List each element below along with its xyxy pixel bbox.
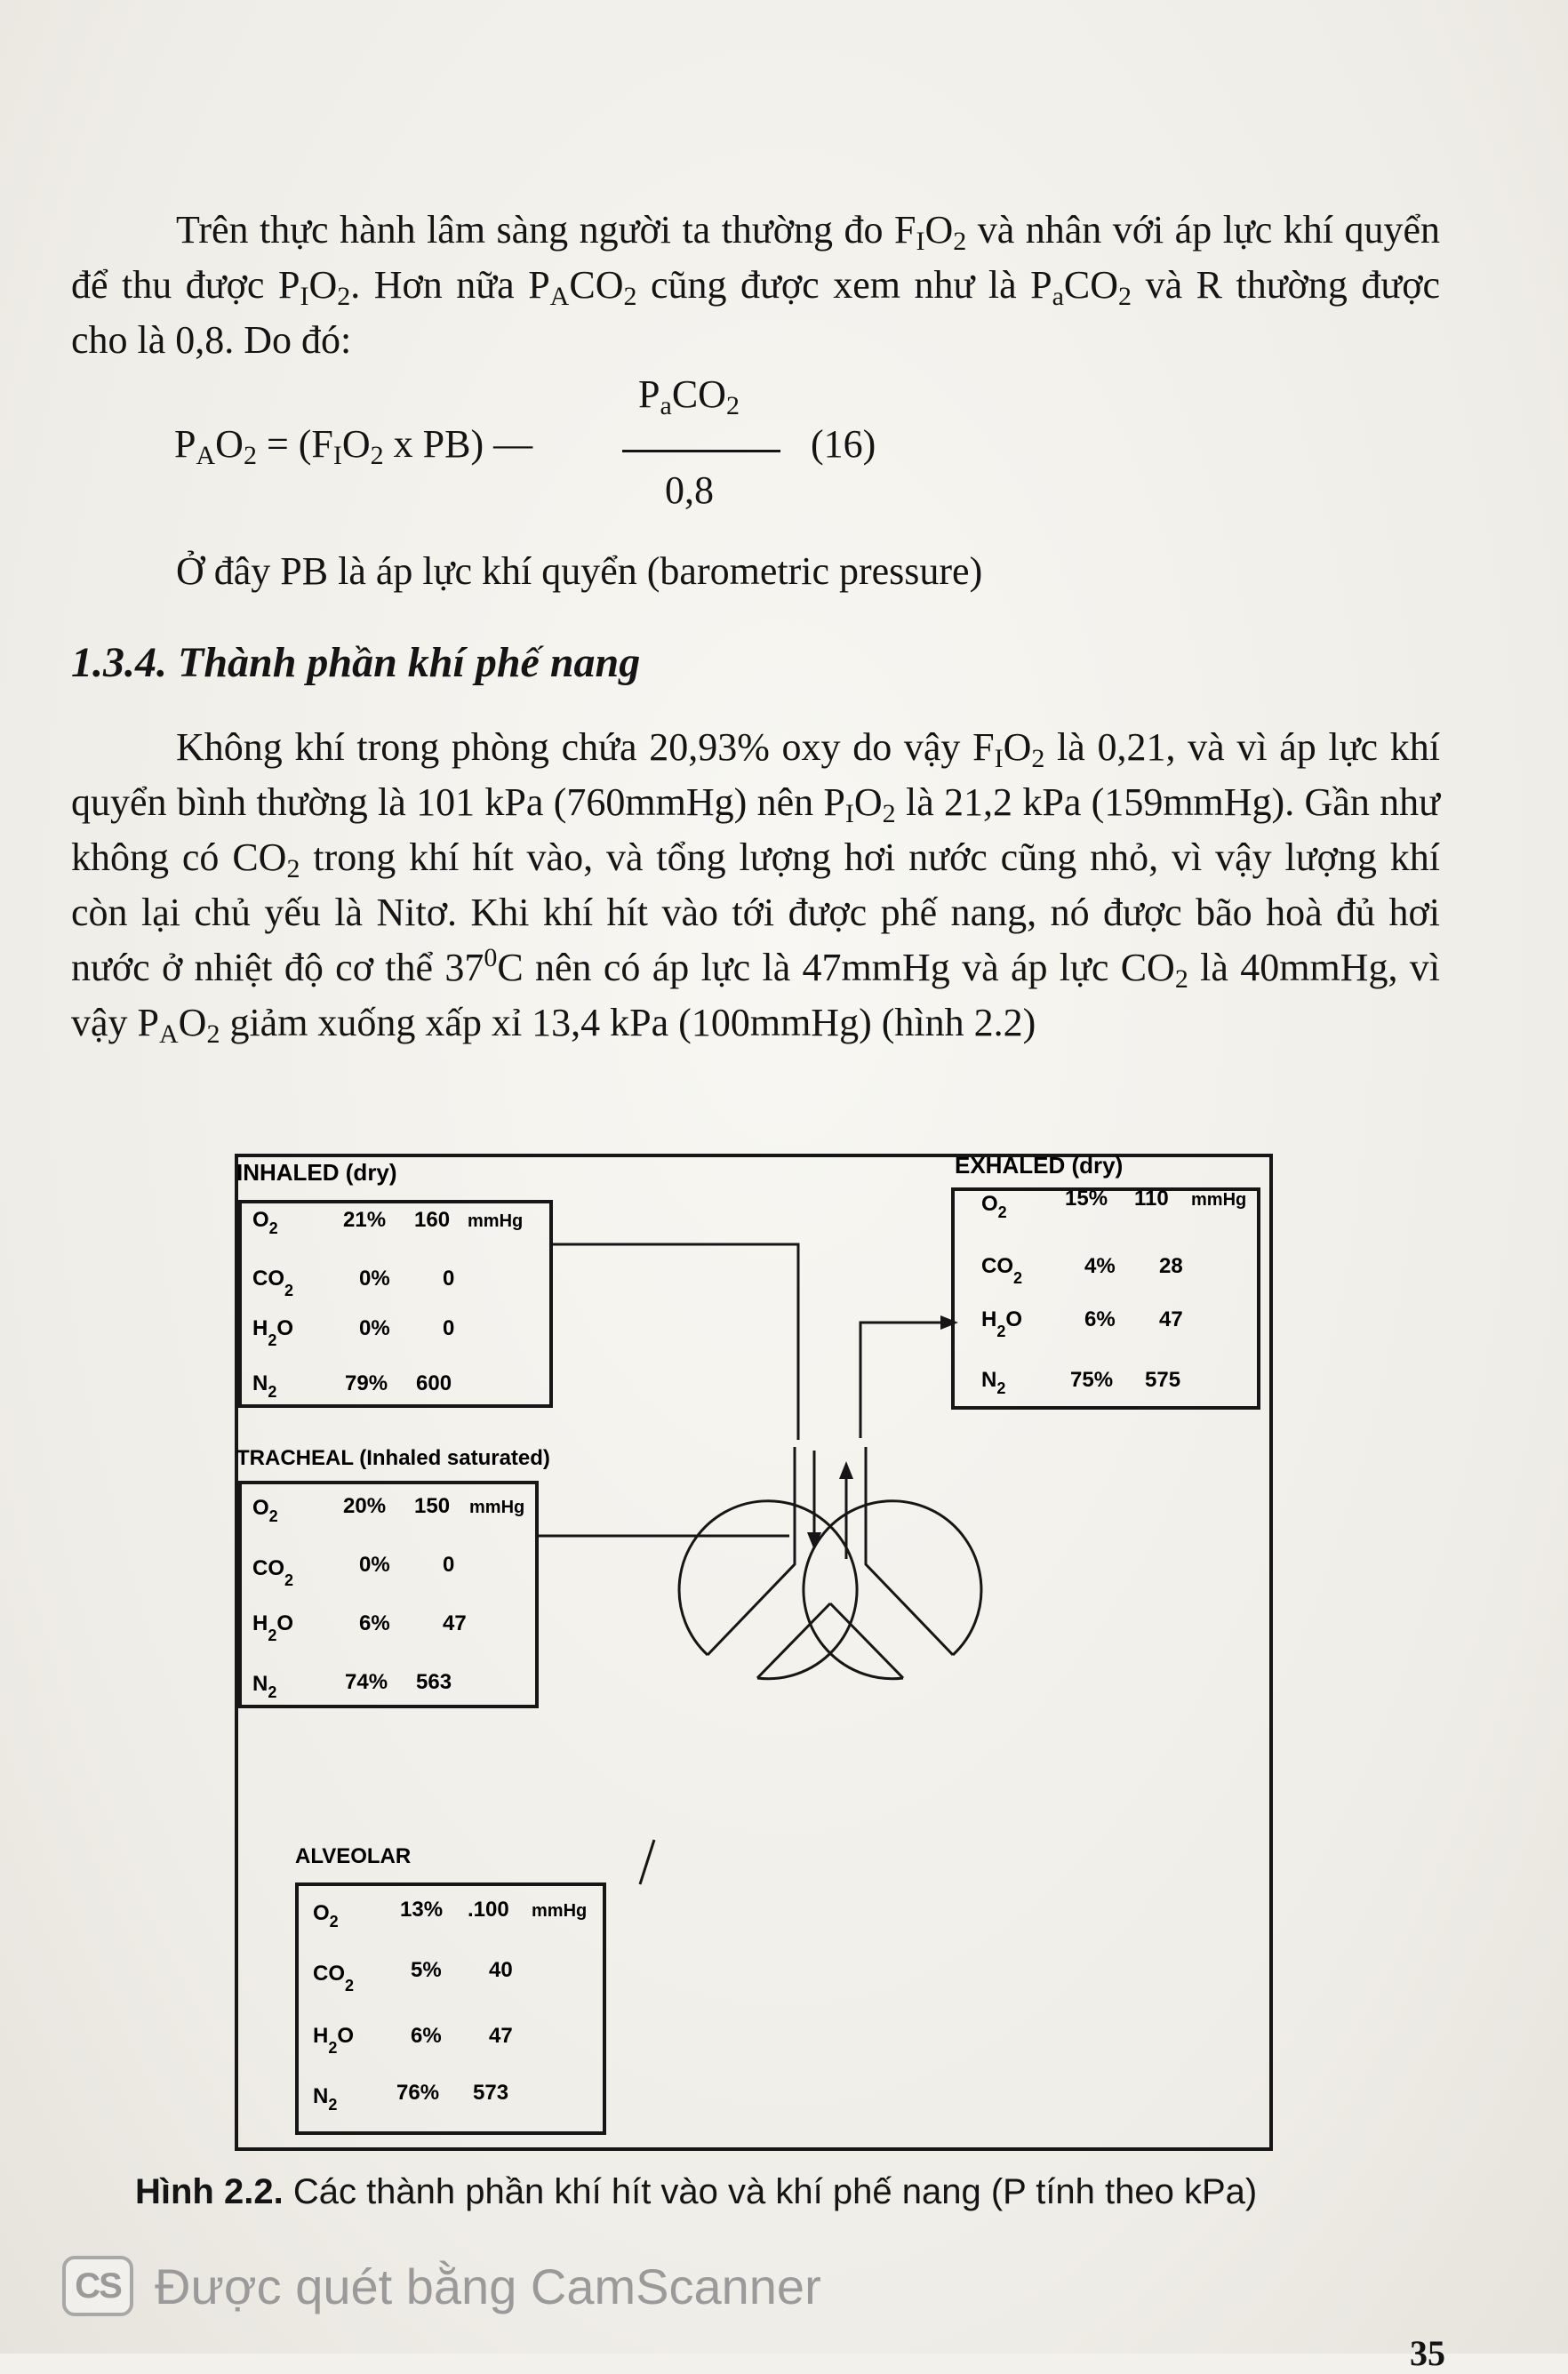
exhaled-gas-h2o: $H_2O$ bbox=[981, 1307, 1023, 1340]
alveolar-rows bbox=[313, 1898, 587, 2114]
arrow-to-exhaled bbox=[940, 1315, 958, 1330]
alveolar-pct-co2: 5% bbox=[411, 1958, 442, 1982]
formula-number: (16) bbox=[811, 422, 876, 466]
alveolar-val-h2o: 47 bbox=[489, 2024, 513, 2048]
exhaled-unit: mmHg bbox=[1191, 1190, 1247, 1210]
trachea-right-wall bbox=[866, 1447, 953, 1655]
exhaled-title: EXHALED (dry) bbox=[955, 1154, 1124, 1179]
exhaled-val-n2: 575 bbox=[1145, 1368, 1181, 1392]
alveolar-pct-n2: 76% bbox=[396, 2081, 440, 2105]
alveolar-val-o2: .100 bbox=[468, 1898, 509, 1922]
exhaled-val-o2: 110 bbox=[1134, 1187, 1169, 1211]
tracheal-title: TRACHEAL (Inhaled saturated) bbox=[236, 1446, 550, 1470]
exhaled-val-co2: 28 bbox=[1159, 1254, 1183, 1278]
alveolar-pct-h2o: 6% bbox=[411, 2024, 442, 2048]
exhaled-pct-co2: 4% bbox=[1084, 1254, 1116, 1278]
inhaled-gas-o2: $O_2$ bbox=[252, 1208, 278, 1237]
inhaled-gas-n2: $N_2$ bbox=[252, 1371, 277, 1401]
alveolar-unit: mmHg bbox=[532, 1901, 588, 1921]
exhaled-connector bbox=[860, 1323, 940, 1438]
camscanner-watermark bbox=[62, 2256, 821, 2316]
alveolar-title: ALVEOLAR bbox=[295, 1844, 412, 1868]
inhaled-pct-co2: 0% bbox=[359, 1267, 390, 1291]
exhaled-val-h2o: 47 bbox=[1159, 1307, 1183, 1331]
exhaled-gas-o2: $O_2$ bbox=[981, 1192, 1007, 1221]
tracheal-val-n2: 563 bbox=[416, 1670, 452, 1694]
inhaled-connector bbox=[551, 1244, 798, 1440]
watermark-text: Được quét bằng CamScanner bbox=[155, 2258, 821, 2314]
alveolar-gas-n2: $N_2$ bbox=[313, 2084, 338, 2114]
tracheal-pct-n2: 74% bbox=[345, 1670, 388, 1694]
paragraph-intro: Trên thực hành lâm sàng người ta thường đo $F_IO_2$ và nhân với áp lực khí quyển để thu được $P_IO_2$. Hơn nữa $P_ACO_2$ cũng được xem như là $P_aCO_2$ và R thường được cho là 0,8. Do đó: bbox=[71, 208, 1440, 362]
section-heading: 1.3.4. Thành phần khí phế nang bbox=[71, 639, 641, 686]
alveolar-gas-o2: $O_2$ bbox=[313, 1901, 339, 1930]
tracheal-gas-co2: $CO_2$ bbox=[252, 1556, 294, 1589]
alveolar-val-n2: 573 bbox=[473, 2081, 509, 2105]
exhaled-pct-h2o: 6% bbox=[1084, 1307, 1116, 1331]
exhaled-pct-n2: 75% bbox=[1070, 1368, 1114, 1392]
tracheal-val-co2: 0 bbox=[443, 1553, 455, 1577]
inhaled-unit: mmHg bbox=[468, 1211, 524, 1231]
tracheal-pct-co2: 0% bbox=[359, 1553, 390, 1577]
exhaled-gas-n2: $N_2$ bbox=[981, 1368, 1006, 1397]
inhaled-box bbox=[240, 1202, 551, 1406]
tracheal-gas-h2o: $H_2O$ bbox=[252, 1611, 294, 1644]
figure-drawing bbox=[210, 1154, 1276, 2160]
exhaled-gas-co2: $CO_2$ bbox=[981, 1254, 1023, 1287]
inhaled-val-h2o: 0 bbox=[443, 1316, 455, 1340]
alveolar-box bbox=[297, 1884, 604, 2133]
airflow-lines bbox=[537, 1244, 981, 1884]
inhaled-val-n2: 600 bbox=[416, 1371, 452, 1395]
inhaled-pct-o2: 21% bbox=[343, 1208, 387, 1232]
fraction-bar bbox=[622, 450, 780, 452]
page-number: 35 bbox=[1410, 2333, 1445, 2373]
formula-lhs: $P_AO_2 = (F_IO_2$ x PB) — bbox=[174, 422, 533, 470]
figure-caption: Hình 2.2. Các thành phần khí hít vào và khí phế nang (P tính theo kPa) bbox=[135, 2172, 1258, 2211]
arrowheads bbox=[807, 1315, 958, 1550]
tracheal-unit: mmHg bbox=[469, 1498, 525, 1517]
tracheal-val-o2: 150 bbox=[414, 1494, 451, 1518]
paragraph-alveolar-composition: Không khí trong phòng chứa 20,93% oxy do vậy $F_IO_2$ là 0,21, và vì áp lực khí quyển bình thường là 101 kPa (760mmHg) nên $P_IO_2$ là 21,2 kPa (159mmHg). Gần như không có $CO_2$ trong khí hít vào, và tổng lượng hơi nước cũng nhỏ, vì vậy lượng khí còn lại chủ yếu là Nitơ. Khi khí hít vào tới được phế nang, nó được bão hoà đủ hơi nước ở nhiệt độ cơ thể $37^0C$ nên có áp lực là 47mmHg và áp lực $CO_2$ là 40mmHg, vì vậy $P_AO_2$ giảm xuống xấp xỉ 13,4 kPa (100mmHg) (hình 2.2) bbox=[71, 725, 1440, 1049]
inhaled-pct-n2: 79% bbox=[345, 1371, 388, 1395]
inhaled-gas-co2: $CO_2$ bbox=[252, 1267, 294, 1299]
alveolar-pointer bbox=[640, 1840, 654, 1884]
arrow-up-head bbox=[839, 1461, 853, 1479]
exhaled-pct-o2: 15% bbox=[1065, 1187, 1108, 1211]
figure-frame bbox=[236, 1155, 1271, 2149]
inhaled-pct-h2o: 0% bbox=[359, 1316, 390, 1340]
paragraph-pb-definition: Ở đây PB là áp lực khí quyển (barometric pressure) bbox=[176, 549, 983, 593]
tracheal-gas-o2: $O_2$ bbox=[252, 1496, 278, 1525]
inhaled-rows bbox=[252, 1208, 523, 1401]
alveolar-gas-h2o: $H_2O$ bbox=[313, 2024, 355, 2057]
tracheal-pct-h2o: 6% bbox=[359, 1611, 390, 1635]
alveolar-gas-co2: $CO_2$ bbox=[313, 1962, 355, 1994]
inhaled-gas-h2o: $H_2O$ bbox=[252, 1316, 294, 1349]
tracheal-rows bbox=[252, 1494, 524, 1701]
tracheal-pct-o2: 20% bbox=[343, 1494, 387, 1518]
camscanner-logo-icon: CS bbox=[62, 2256, 133, 2316]
gas-composition-figure bbox=[210, 1154, 1276, 2160]
tracheal-val-h2o: 47 bbox=[443, 1611, 467, 1635]
inhaled-title: INHALED (dry) bbox=[236, 1159, 397, 1186]
alveolar-val-co2: 40 bbox=[489, 1958, 513, 1982]
alveolar-pct-o2: 13% bbox=[400, 1898, 444, 1922]
formula-numerator: $P_aCO_2$ bbox=[638, 372, 740, 420]
inhaled-val-o2: 160 bbox=[414, 1208, 451, 1232]
tracheal-gas-n2: $N_2$ bbox=[252, 1672, 277, 1701]
alveolus-right bbox=[804, 1501, 981, 1679]
inhaled-val-co2: 0 bbox=[443, 1267, 455, 1291]
formula-denominator: 0,8 bbox=[665, 468, 714, 512]
exhaled-rows bbox=[981, 1187, 1246, 1397]
trachea-left-wall bbox=[708, 1447, 795, 1655]
